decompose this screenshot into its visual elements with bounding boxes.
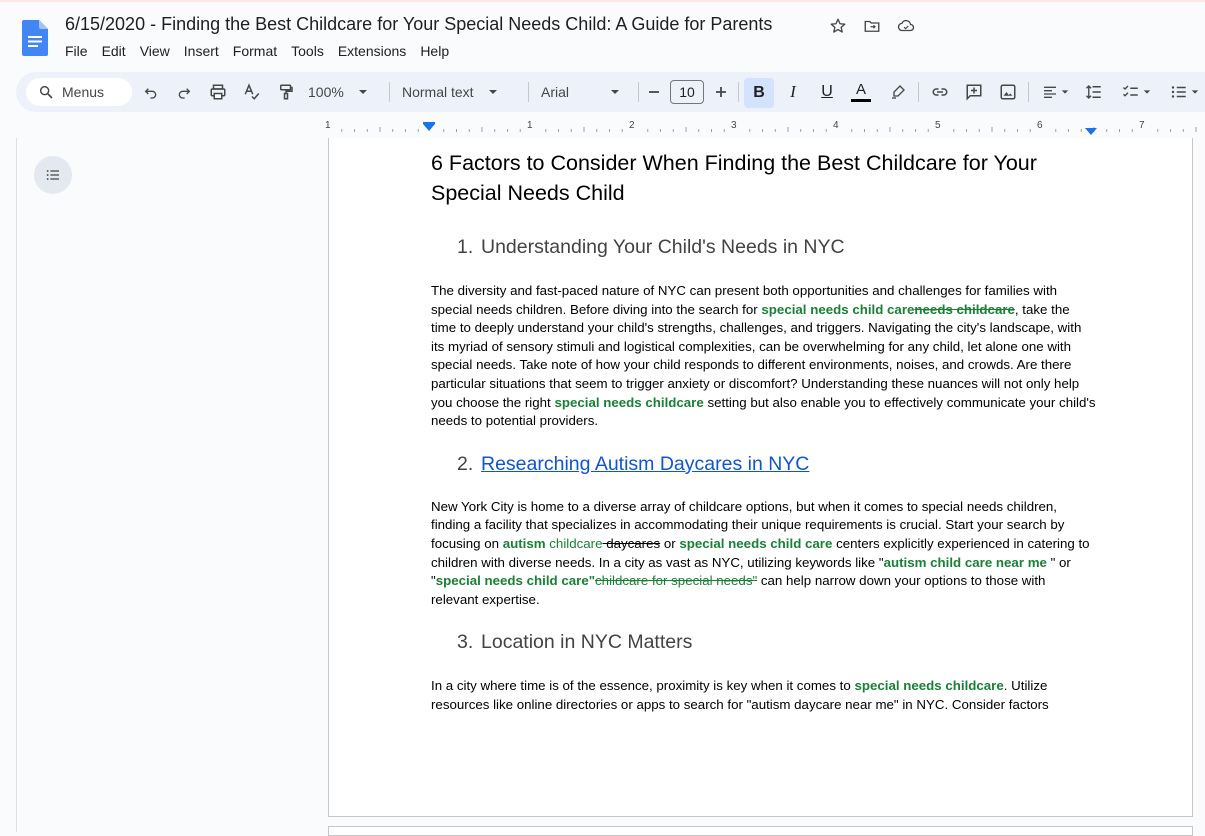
document-body[interactable] [431, 138, 1096, 715]
text-run: . Utilize resources like online directories or apps to search for "autism daycare near me" in NYC. Consider factors [431, 678, 1049, 712]
font-size-input[interactable]: 10 [670, 80, 704, 104]
undo-button[interactable] [140, 72, 162, 112]
font-value: Arial [541, 84, 570, 100]
toolbar-divider [528, 82, 529, 102]
toolbar [16, 72, 1205, 112]
redo-button[interactable] [173, 72, 195, 112]
ruler-label: 5 [935, 120, 941, 131]
print-button[interactable] [206, 72, 230, 112]
section-title: Location in NYC Matters [481, 631, 693, 654]
add-comment-icon [965, 83, 983, 101]
chevron-down-icon [610, 87, 620, 97]
zoom-select[interactable] [308, 72, 378, 112]
highlighter-icon [890, 84, 906, 100]
text-color-letter: A [855, 81, 866, 98]
menu-bar [65, 41, 456, 61]
paint-format-icon [277, 83, 295, 101]
top-accent-line [0, 0, 1205, 2]
chevron-down-icon [1061, 88, 1069, 96]
link-icon [931, 83, 949, 101]
image-icon [999, 83, 1017, 101]
chevron-down-icon [1191, 88, 1199, 96]
section-number: 3. [457, 631, 474, 654]
cloud-saved-icon[interactable] [896, 16, 916, 36]
ruler-label: 1 [325, 120, 331, 131]
plus-icon [714, 85, 728, 99]
underline-button[interactable]: U [821, 83, 833, 100]
minus-icon [647, 85, 661, 99]
search-menus-label: Menus [62, 84, 105, 100]
ruler-label: 2 [629, 120, 635, 131]
deleted-text: needs childcare [914, 301, 1015, 317]
text-run: can help narrow down your options to those with relevant expertise. [431, 573, 1046, 607]
next-page[interactable] [328, 826, 1193, 836]
section-1-paragraph [431, 282, 1096, 431]
ruler-label: 1 [527, 120, 533, 131]
chevron-down-icon [488, 87, 498, 97]
section-3-paragraph [431, 677, 1096, 714]
deleted-text: daycares [602, 535, 661, 551]
text-color-button[interactable] [848, 72, 874, 112]
italic-button[interactable]: I [790, 82, 796, 101]
menu-format[interactable]: Format [232, 43, 278, 59]
keyword-suggestion[interactable]: special needs childcare [554, 394, 704, 410]
text-run: , take the time to deeply understand your child's strengths, challenges, and triggers. Navigating the city's landscape, with its myriad of sensory stimuli and logistical complexities, can be overwhelming for any child, let alone one with special needs. Take note of how your child responds to different environments, noises, and crowds. Are there particular situations that seem to trigger anxiety or discomfort? Understanding these nuances will not only help you choose the right [431, 301, 1082, 410]
document-outline-button[interactable] [34, 156, 72, 194]
redo-icon [176, 84, 192, 100]
document-title[interactable]: 6/15/2020 - Finding the Best Childcare for Your Special Needs Child: A Guide for Parents [65, 14, 773, 34]
text-color-swatch [851, 99, 871, 102]
menu-insert[interactable]: Insert [183, 43, 219, 59]
keyword-suggestion[interactable]: autism child care near me [883, 554, 1047, 570]
text-run: or [660, 535, 680, 551]
increase-font-size-button[interactable] [710, 72, 732, 112]
toolbar-divider [389, 82, 390, 102]
align-button[interactable] [1036, 72, 1074, 112]
bulleted-list-icon [1170, 83, 1188, 101]
text-run: New York City is home to a diverse array of childcare options, but when it comes to special needs children, finding a facility that specializes in accommodating their unique requirements is crucial. Start your search by focusing on [431, 498, 1065, 551]
section-number: 1. [457, 236, 474, 258]
keyword-suggestion[interactable]: special needs child care" [435, 573, 596, 589]
checklist-button[interactable] [1116, 72, 1156, 112]
menu-file[interactable]: File [65, 43, 88, 59]
zoom-value: 100% [308, 84, 344, 100]
toolbar-divider [1028, 82, 1029, 102]
bulleted-list-button[interactable] [1164, 72, 1204, 112]
print-icon [209, 83, 227, 101]
ruler-label: 7 [1139, 120, 1145, 131]
search-menus-button[interactable] [26, 78, 132, 106]
keyword-suggestion[interactable]: special needs childcare [854, 678, 1004, 694]
section-heading-2 [431, 451, 1096, 477]
ruler[interactable] [325, 118, 1205, 138]
chevron-down-icon [358, 87, 368, 97]
insert-link-button[interactable] [928, 72, 952, 112]
keyword-suggestion[interactable]: special needs child care [679, 535, 833, 551]
section-number: 2. [457, 452, 474, 475]
section-2-paragraph [431, 498, 1096, 610]
chevron-down-icon [1143, 88, 1151, 96]
document-page[interactable] [328, 138, 1193, 817]
line-spacing-button[interactable] [1082, 72, 1106, 112]
spellcheck-icon [243, 83, 261, 101]
toolbar-divider [918, 82, 919, 102]
menu-extensions[interactable]: Extensions [337, 43, 407, 59]
decrease-font-size-button[interactable] [644, 72, 664, 112]
text-run: " or " [431, 554, 1071, 589]
menu-help[interactable]: Help [420, 43, 450, 59]
insert-image-button[interactable] [996, 72, 1020, 112]
style-value: Normal text [402, 84, 474, 100]
spellcheck-button[interactable] [240, 72, 264, 112]
docs-logo-icon[interactable] [22, 20, 48, 56]
text-run: The diversity and fast-paced nature of NYC can present both opportunities and challenges for families with special needs children. Before diving into the search for [431, 283, 1058, 317]
document-heading: 6 Factors to Consider When Finding the Best Childcare for Your Special Needs Child [431, 151, 1037, 205]
menu-edit[interactable]: Edit [101, 43, 126, 59]
paint-format-button[interactable] [274, 72, 298, 112]
outline-list-icon [45, 167, 61, 183]
menu-view[interactable]: View [139, 43, 170, 59]
move-folder-icon[interactable] [862, 16, 882, 36]
toolbar-divider [638, 82, 639, 102]
text-run: centers explicitly experienced in catering to children with diverse needs. In a city as vast as NYC, utilizing keywords like " [431, 535, 1090, 570]
ruler-label: 3 [731, 120, 737, 131]
text-run: In a city where time is of the essence, proximity is key when it comes to [431, 678, 855, 694]
ruler-ticks [328, 118, 1205, 138]
line-spacing-icon [1085, 83, 1103, 101]
bold-button[interactable]: B [744, 78, 774, 108]
section-heading-3 [431, 629, 1096, 655]
toolbar-divider [738, 82, 739, 102]
ruler-label: 6 [1037, 120, 1043, 131]
section-title: Understanding Your Child's Needs in NYC [481, 236, 845, 258]
text-run: setting but also enable you to effectively communicate your child's needs to potential providers. [431, 394, 1096, 429]
highlight-button[interactable] [886, 72, 910, 112]
keyword-suggestion[interactable]: childcare [545, 535, 603, 551]
deleted-text: childcare for special needs" [595, 573, 758, 589]
font-select[interactable] [541, 72, 625, 112]
menu-tools[interactable]: Tools [291, 43, 324, 59]
ruler-label: 4 [833, 120, 839, 131]
align-left-icon [1042, 84, 1058, 100]
keyword-suggestion[interactable]: autism [502, 535, 546, 551]
add-comment-button[interactable] [962, 72, 986, 112]
star-icon[interactable] [828, 16, 848, 36]
canvas-border [16, 138, 17, 832]
section-title-link[interactable]: Researching Autism Daycares in NYC [481, 452, 810, 475]
keyword-suggestion[interactable]: special needs child care [761, 301, 915, 317]
undo-icon [143, 84, 159, 100]
style-select[interactable] [402, 72, 512, 112]
checklist-icon [1122, 83, 1140, 101]
section-heading-1 [431, 234, 1096, 260]
search-icon [38, 84, 54, 100]
